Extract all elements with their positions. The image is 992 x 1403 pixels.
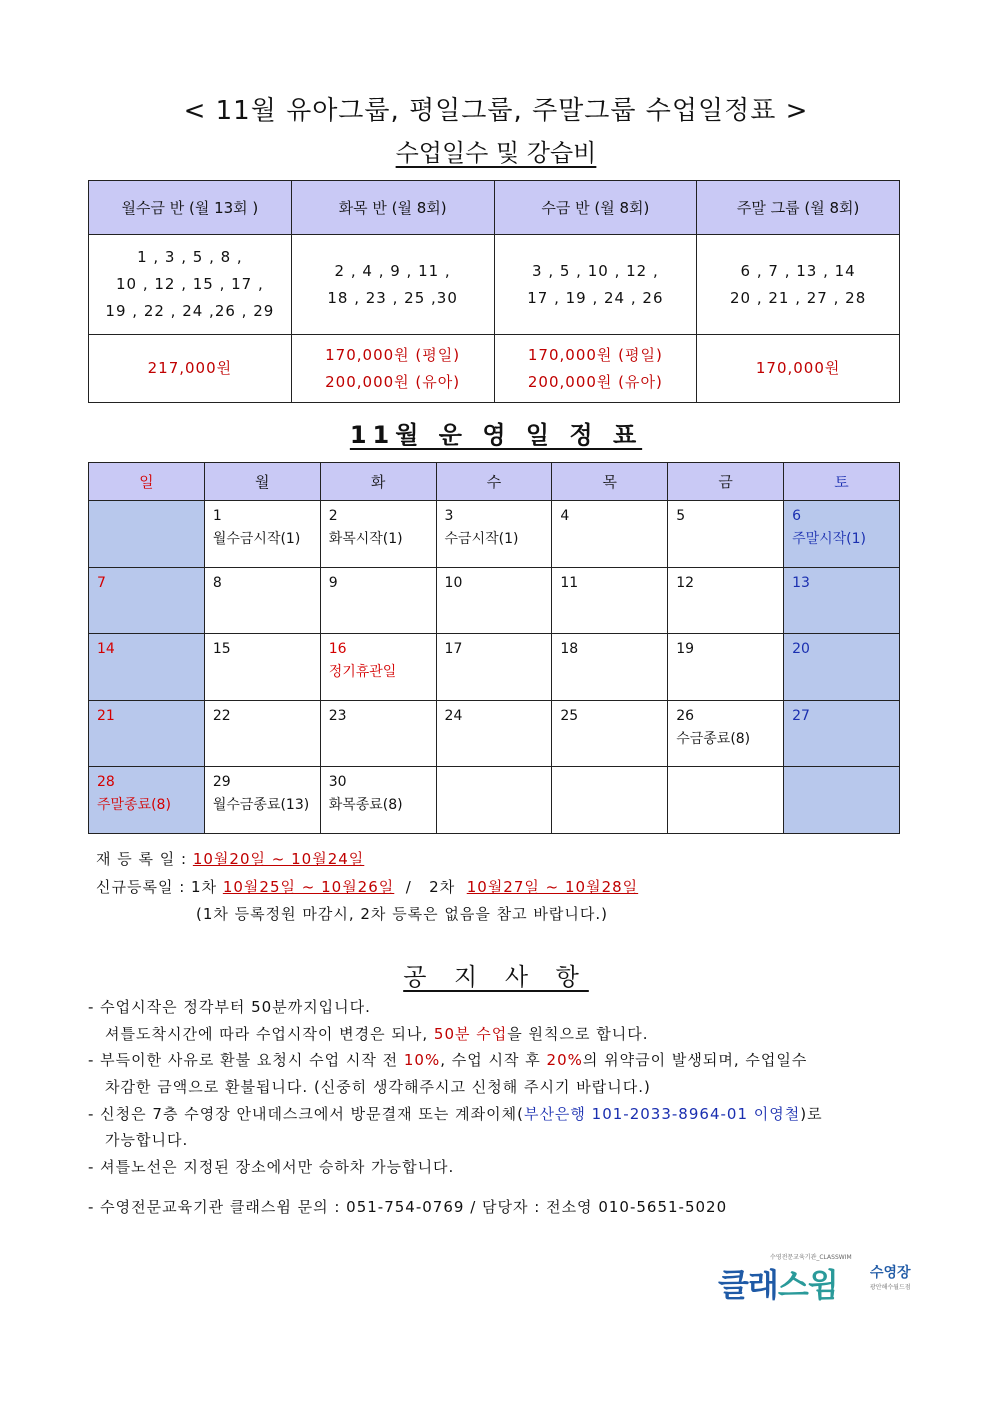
calendar-day-cell — [436, 767, 552, 834]
fees-dates-cell: 1 , 3 , 5 , 8 , 10 , 12 , 15 , 17 , 19 , 22 , 24 ,26 , 29 — [89, 235, 292, 335]
page-title: < 11월 유아그룹, 평일그룹, 주말그룹 수업일정표 > — [183, 96, 809, 126]
weekday-sun: 일 — [89, 463, 205, 501]
re-registration-dates: 10월20일 ~ 10월24일 — [192, 850, 365, 868]
calendar-day-cell: 5 — [668, 501, 784, 568]
weekday-sat: 토 — [784, 463, 900, 501]
calendar-week-row — [89, 567, 900, 634]
calendar-day-cell — [668, 767, 784, 834]
fees-dates-cell: 6 , 7 , 13 , 14 20 , 21 , 27 , 28 — [697, 235, 900, 335]
notice-line: - 수업시작은 정각부터 50분까지입니다. — [88, 998, 371, 1016]
calendar-day-cell: 14 — [89, 634, 205, 701]
calendar-day-cell: 15 — [204, 634, 320, 701]
calendar-day-cell: 1 월수금시작(1) — [204, 501, 320, 568]
calendar-day-cell: 26 수금종료(8) — [668, 700, 784, 767]
calendar-day-cell: 10 — [436, 567, 552, 634]
fees-price-cell: 170,000원 (평일) 200,000원 (유아) — [291, 335, 494, 403]
calendar-day-cell: 30 화목종료(8) — [320, 767, 436, 834]
calendar-table — [88, 462, 900, 834]
fees-col-header: 화목 반 (월 8회) — [291, 181, 494, 235]
calendar-day-cell: 19 — [668, 634, 784, 701]
calendar-day-cell: 29 월수금종료(13) — [204, 767, 320, 834]
calendar-day-cell: 20 — [784, 634, 900, 701]
calendar-day-cell: 2 화목시작(1) — [320, 501, 436, 568]
bank-account: 부산은행 101-2033-8964-01 이영철 — [523, 1105, 801, 1123]
calendar-week-row — [89, 501, 900, 568]
fees-dates-row — [89, 235, 900, 335]
calendar-day-cell: 22 — [204, 700, 320, 767]
registration-note: (1차 등록정원 마감시, 2차 등록은 없음을 참고 바랍니다.) — [196, 905, 608, 923]
calendar-day-cell: 6 주말시작(1) — [784, 501, 900, 568]
calendar-day-cell: 8 — [204, 567, 320, 634]
calendar-week-row — [89, 634, 900, 701]
calendar-day-cell: 11 — [552, 567, 668, 634]
calendar-day-cell: 24 — [436, 700, 552, 767]
fees-header-row — [89, 181, 900, 235]
calendar-day-cell: 13 — [784, 567, 900, 634]
re-registration-line: 재 등 록 일 : 10월20일 ~ 10월24일 — [96, 850, 365, 868]
calendar-week-row — [89, 700, 900, 767]
weekday-tue: 화 — [320, 463, 436, 501]
calendar-day-cell: 9 — [320, 567, 436, 634]
fees-price-cell: 170,000원 (평일) 200,000원 (유아) — [494, 335, 697, 403]
calendar-day-cell — [89, 501, 205, 568]
fees-dates-cell: 3 , 5 , 10 , 12 , 17 , 19 , 24 , 26 — [494, 235, 697, 335]
fees-table — [88, 180, 900, 403]
contact-line: - 수영전문교육기관 클래스윔 문의 : 051-754-0769 / 담당자 : 전소영 010-5651-5020 — [88, 1198, 728, 1216]
calendar-day-cell: 27 — [784, 700, 900, 767]
fees-price-cell: 217,000원 — [89, 335, 292, 403]
calendar-day-cell: 21 — [89, 700, 205, 767]
calendar-day-cell: 17 — [436, 634, 552, 701]
fees-col-header: 수금 반 (월 8회) — [494, 181, 697, 235]
classwim-logo: 수영전문교육기관_CLASSWIM 클래스윔 수영장 광안해수월드점 — [718, 1254, 911, 1304]
calendar-day-cell: 7 — [89, 567, 205, 634]
notice-line: 가능합니다. — [105, 1131, 189, 1149]
weekday-thu: 목 — [552, 463, 668, 501]
calendar-heading: 11월 운 영 일 정 표 — [349, 421, 643, 449]
notice-line: - 부득이한 사유로 환불 요청시 수업 시작 전 10%, 수업 시작 후 20%의 위약금이 발생되며, 수업일수 — [88, 1051, 808, 1069]
calendar-day-cell: 4 — [552, 501, 668, 568]
new-registration-second: 10월27일 ~ 10월28일 — [466, 878, 639, 896]
calendar-day-cell: 12 — [668, 567, 784, 634]
fees-dates-cell: 2 , 4 , 9 , 11 , 18 , 23 , 25 ,30 — [291, 235, 494, 335]
new-registration-first: 10월25일 ~ 10월26일 — [222, 878, 395, 896]
weekday-mon: 월 — [204, 463, 320, 501]
fees-price-cell: 170,000원 — [697, 335, 900, 403]
fees-col-header: 월수금 반 (월 13회 ) — [89, 181, 292, 235]
calendar-day-cell: 25 — [552, 700, 668, 767]
new-registration-line: 신규등록일 : 1차 10월25일 ~ 10월26일 / 2차 10월27일 ~ 10월28일 — [96, 878, 639, 896]
weekday-wed: 수 — [436, 463, 552, 501]
notice-line: 셔틀도착시간에 따라 수업시작이 변경은 되나, 50분 수업을 원칙으로 합니다. — [105, 1025, 649, 1043]
calendar-day-cell — [552, 767, 668, 834]
notice-line: - 신청은 7층 수영장 안내데스크에서 방문결재 또는 계좌이체(부산은행 101-2033-8964-01 이영철)로 — [88, 1105, 823, 1123]
calendar-day-cell: 23 — [320, 700, 436, 767]
notice-line: - 셔틀노선은 지정된 장소에서만 승하차 가능합니다. — [88, 1158, 455, 1176]
calendar-weekday-row — [89, 463, 900, 501]
calendar-day-cell: 18 — [552, 634, 668, 701]
calendar-week-row — [89, 767, 900, 834]
calendar-day-cell: 28 주말종료(8) — [89, 767, 205, 834]
calendar-day-cell — [784, 767, 900, 834]
notice-line: 차감한 금액으로 환불됩니다. (신중히 생각해주시고 신청해 주시기 바랍니다.) — [105, 1078, 651, 1096]
weekday-fri: 금 — [668, 463, 784, 501]
fees-price-row — [89, 335, 900, 403]
fees-heading: 수업일수 및 강습비 — [395, 139, 597, 167]
notice-heading: 공 지 사 항 — [403, 963, 589, 991]
calendar-day-cell: 16 정기휴관일 — [320, 634, 436, 701]
fees-col-header: 주말 그룹 (월 8회) — [697, 181, 900, 235]
calendar-day-cell: 3 수금시작(1) — [436, 501, 552, 568]
